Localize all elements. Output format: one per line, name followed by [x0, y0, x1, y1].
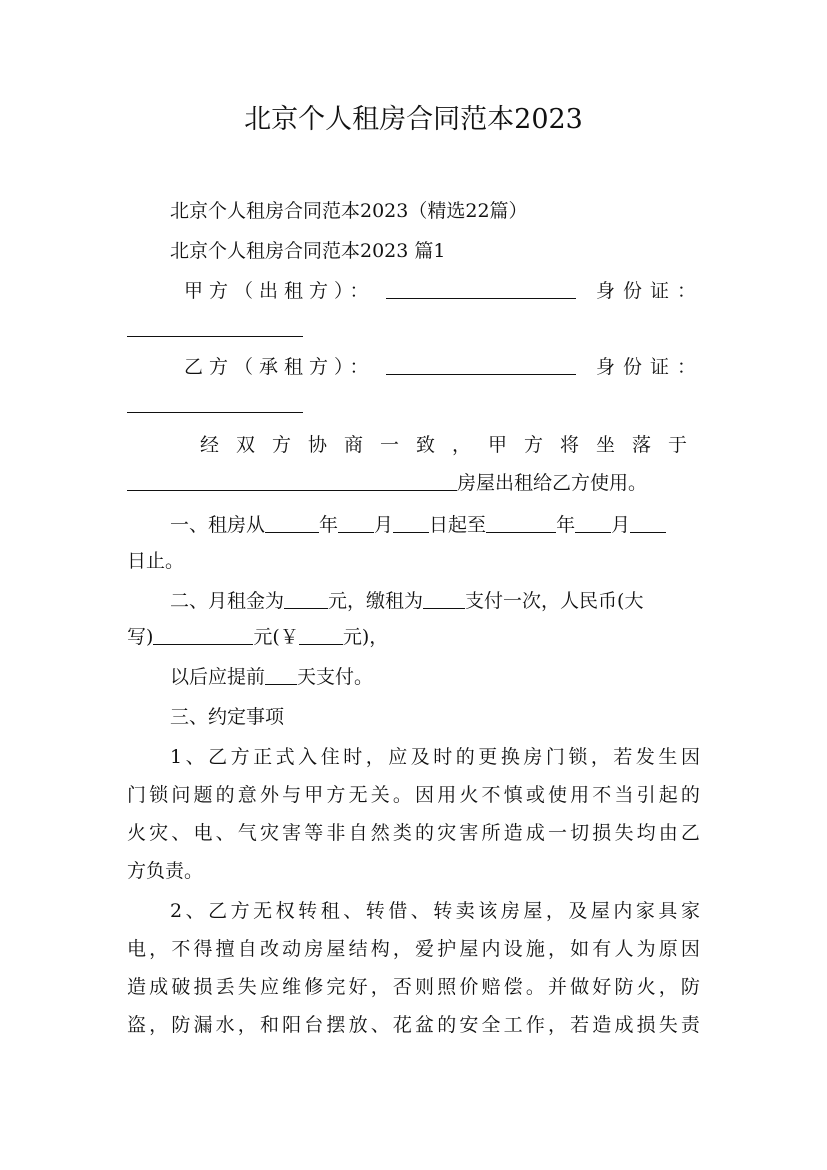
- clause-1-line-1: 一、租房从 年 月 日起至 年 月: [170, 510, 666, 540]
- item-2-line-4: 盗 ， 防 漏 水 ， 和 阳 台 摆 放 、 花 盆 的 安 全 工 作 ， 若 造 成 损 失 责: [127, 1014, 700, 1036]
- item-1-line-2: 门 锁 问 题 的 意 外 与 甲 方 无 关 。 因 用 火 不 慎 或 使 用 不 当 引 起 的: [127, 784, 700, 806]
- clause-2-line-3: 以后应提前 天支付。: [170, 666, 374, 688]
- clause-2-line-2: 写) 元(￥ 元)，: [127, 626, 389, 648]
- party-b-id-blank: [127, 390, 303, 420]
- item-1-line-4: 方负责。: [127, 860, 204, 882]
- agreement-line-1: 经双方协商一致，甲方将坐落于: [200, 434, 705, 456]
- party-b-blank: [386, 352, 576, 382]
- party-a-label: 甲方（出租方）：: [184, 280, 375, 302]
- party-a-id-blank: [127, 314, 303, 344]
- agreement-line-2: [127, 468, 647, 498]
- party-a-blank: [386, 276, 576, 306]
- property-address-blank: [127, 470, 457, 491]
- party-b-id-label: 身份证：: [596, 356, 705, 378]
- party-b-label: 乙方（承租方）：: [184, 356, 375, 378]
- clause-2-line-1: 二、月租金为 元，缴租为 支付一次，人民币(大: [170, 590, 644, 612]
- item-1-line-3: 火 灾 、 电 、 气 灾 害 等 非 自 然 类 的 灾 害 所 造 成 一 切 损 失 均 由 乙: [127, 822, 700, 844]
- item-2-line-3: 造 成 破 损 丢 失 应 维 修 完 好 ， 否 则 照 价 赔 偿 。 并 做 好 防 火 ， 防: [127, 976, 700, 998]
- clause-3-title: 三、约定事项: [170, 706, 285, 728]
- party-a-id-label: 身份证：: [596, 280, 705, 302]
- section-title: 北京个人租房合同范本2023 篇1: [170, 240, 446, 262]
- agreement-text: 房屋出租给乙方使用。: [457, 472, 648, 494]
- item-1-line-1: 1 、 乙 方 正 式 入 住 时 ， 应 及 时 的 更 换 房 门 锁 ， 若 发 生 因: [170, 746, 700, 768]
- item-2-line-2: 电 ， 不 得 擅 自 改 动 房 屋 结 构 ， 爱 护 屋 内 设 施 ， 如 有 人 为 原 因: [127, 938, 700, 960]
- item-2-line-1: 2 、 乙 方 无 权 转 租 、 转 借 、 转 卖 该 房 屋 ， 及 屋 内 家 具 家: [170, 900, 700, 922]
- clause-1-line-2: 日止。: [127, 550, 185, 572]
- subtitle: 北京个人租房合同范本2023（精选22篇）: [170, 200, 528, 222]
- document-title: 北京个人租房合同范本2023: [244, 104, 583, 135]
